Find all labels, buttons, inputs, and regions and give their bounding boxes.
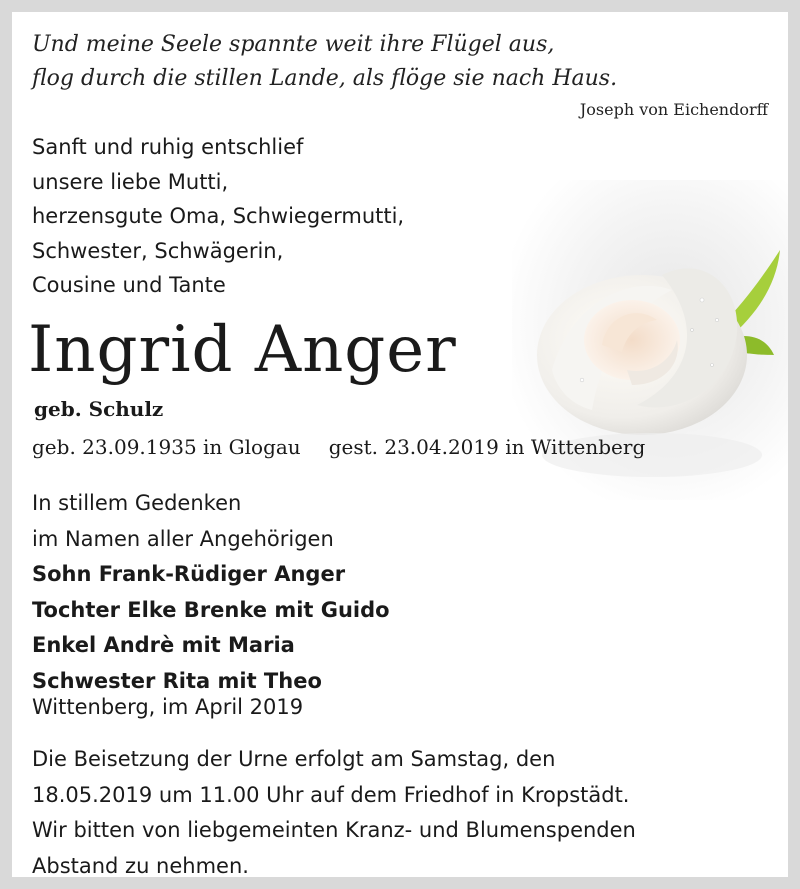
- mourner-name: Schwester Rita mit Theo: [32, 668, 322, 693]
- mourner-name: Tochter Elke Brenke mit Guido: [32, 597, 390, 622]
- poem: [32, 28, 617, 96]
- intro-line: unsere liebe Mutti,: [32, 169, 229, 194]
- death-date: gest. 23.04.2019 in Wittenberg: [328, 435, 646, 459]
- notice-line: Die Beisetzung der Urne erfolgt am Samstag, den: [32, 747, 556, 771]
- mourners: [32, 486, 390, 699]
- mourners-intro-line: In stillem Gedenken: [32, 491, 242, 515]
- poem-line: Und meine Seele spannte weit ihre Flügel aus,: [32, 32, 555, 57]
- mourner-name: Enkel Andrè mit Maria: [32, 633, 295, 657]
- poem-author: Joseph von Eichendorff: [579, 100, 768, 119]
- intro-line: Cousine und Tante: [32, 273, 226, 297]
- intro-line: Schwester, Schwägerin,: [32, 238, 284, 263]
- notice-line: Abstand zu nehmen.: [32, 853, 249, 878]
- notice-line: 18.05.2019 um 11.00 Uhr auf dem Friedhof in Kropstädt.: [32, 782, 630, 807]
- mourners-intro-line: im Namen aller Angehörigen: [32, 526, 334, 551]
- place-date: Wittenberg, im April 2019: [32, 695, 304, 719]
- notice-line: Wir bitten von liebgemeinten Kranz- und Blumenspenden: [32, 818, 636, 842]
- intro-text: [32, 130, 404, 303]
- life-dates: [32, 435, 645, 459]
- maiden-name: geb. Schulz: [34, 397, 164, 421]
- deceased-name: Ingrid Anger: [28, 313, 457, 387]
- mourner-name: Sohn Frank-Rüdiger Anger: [32, 562, 346, 586]
- birth-date: geb. 23.09.1935 in Glogau: [32, 435, 301, 459]
- funeral-notice: [32, 742, 636, 884]
- intro-line: Sanft und ruhig entschlief: [32, 135, 304, 159]
- intro-line: herzensgute Oma, Schwiegermutti,: [32, 204, 405, 228]
- poem-line: flog durch die stillen Lande, als flöge sie nach Haus.: [32, 66, 618, 91]
